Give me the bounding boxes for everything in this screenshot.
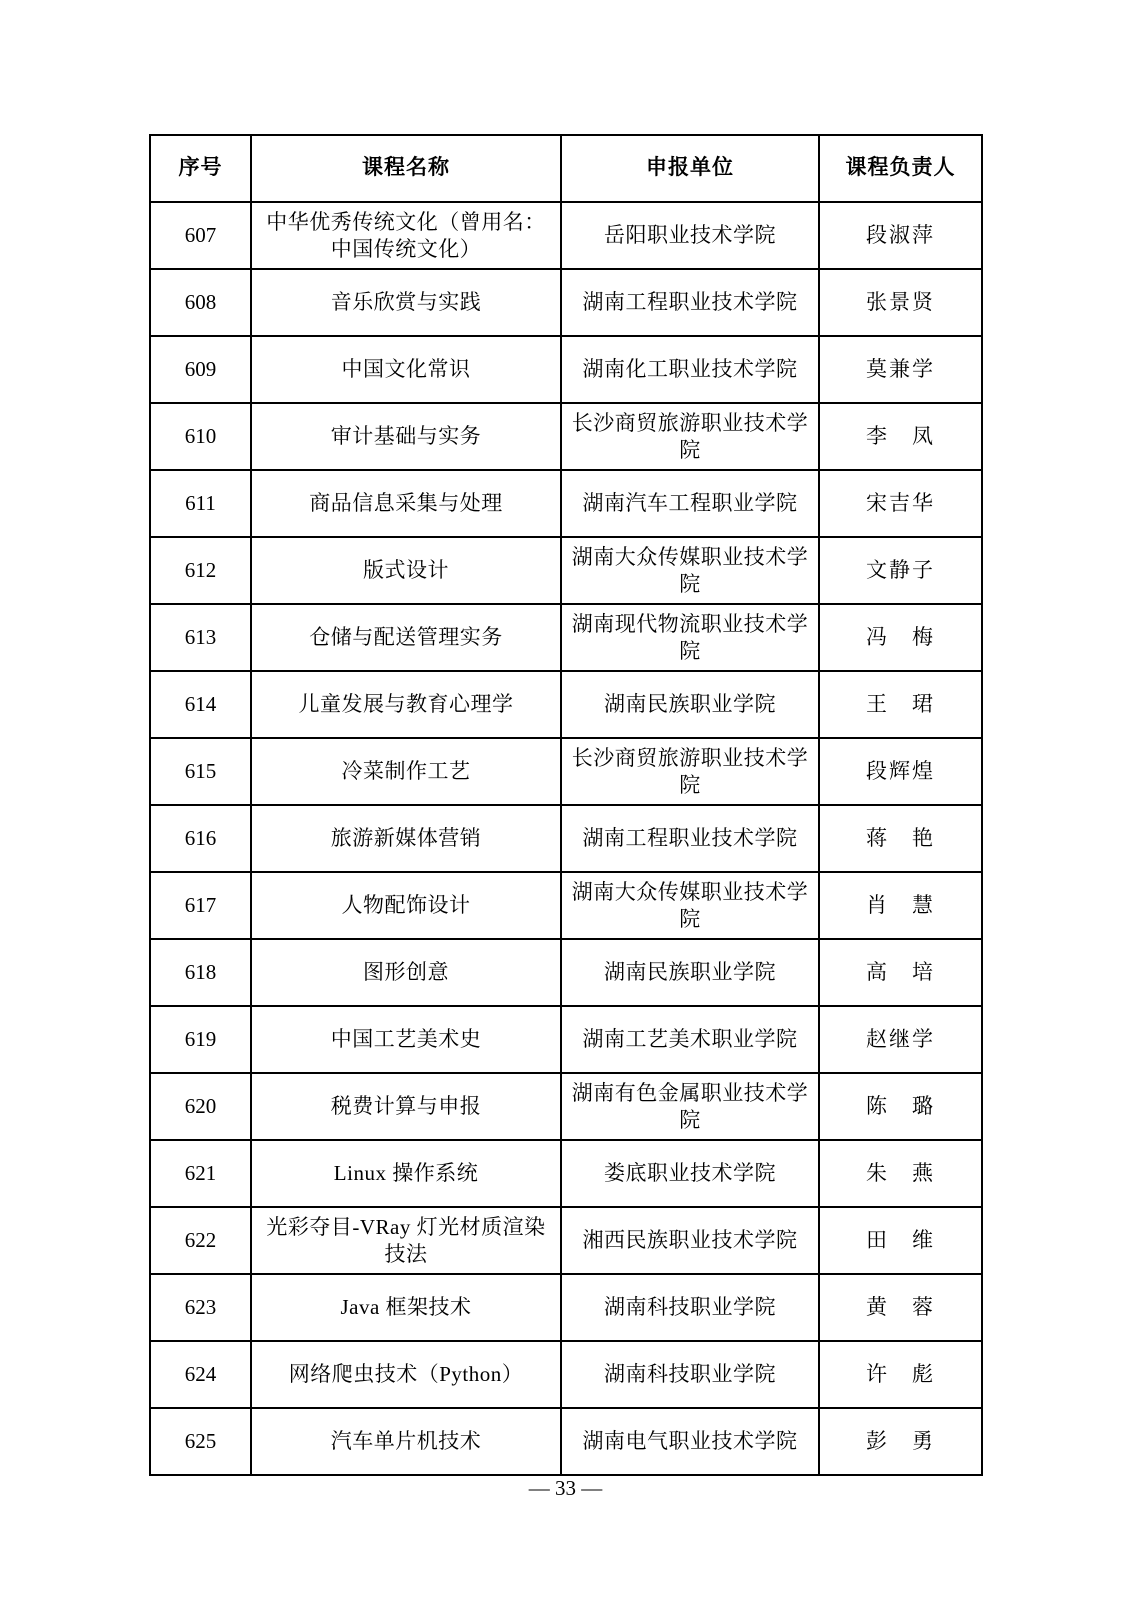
- cell-course-name: 汽车单片机技术: [251, 1408, 561, 1475]
- cell-course-name: 网络爬虫技术（Python）: [251, 1341, 561, 1408]
- cell-person-name: 黄 蓉: [819, 1274, 982, 1341]
- cell-serial-number: 625: [150, 1408, 251, 1475]
- cell-unit-name: 湖南工程职业技术学院: [561, 805, 819, 872]
- table-row: [150, 1274, 982, 1341]
- table-row: [150, 1341, 982, 1408]
- cell-unit-name: 湖南大众传媒职业技术学院: [561, 872, 819, 939]
- table-row: [150, 470, 982, 537]
- table-row: [150, 202, 982, 269]
- cell-course-name: 旅游新媒体营销: [251, 805, 561, 872]
- cell-course-name: 中国文化常识: [251, 336, 561, 403]
- cell-serial-number: 610: [150, 403, 251, 470]
- cell-serial-number: 616: [150, 805, 251, 872]
- cell-serial-number: 609: [150, 336, 251, 403]
- cell-serial-number: 624: [150, 1341, 251, 1408]
- cell-person-name: 莫兼学: [819, 336, 982, 403]
- cell-person-name: 肖 慧: [819, 872, 982, 939]
- table-row: [150, 1006, 982, 1073]
- table-row: [150, 1207, 982, 1274]
- cell-person-name: 王 珺: [819, 671, 982, 738]
- cell-unit-name: 湖南工艺美术职业学院: [561, 1006, 819, 1073]
- table-row: [150, 269, 982, 336]
- cell-unit-name: 湖南科技职业学院: [561, 1274, 819, 1341]
- cell-unit-name: 湘西民族职业技术学院: [561, 1207, 819, 1274]
- cell-serial-number: 607: [150, 202, 251, 269]
- table-row: [150, 537, 982, 604]
- cell-person-name: 许 彪: [819, 1341, 982, 1408]
- cell-serial-number: 608: [150, 269, 251, 336]
- table-row: [150, 738, 982, 805]
- cell-course-name: 音乐欣赏与实践: [251, 269, 561, 336]
- cell-course-name: 光彩夺目-VRay 灯光材质渲染技法: [251, 1207, 561, 1274]
- cell-course-name: 审计基础与实务: [251, 403, 561, 470]
- cell-unit-name: 湖南科技职业学院: [561, 1341, 819, 1408]
- cell-course-name: 版式设计: [251, 537, 561, 604]
- table-row: [150, 805, 982, 872]
- cell-serial-number: 622: [150, 1207, 251, 1274]
- cell-serial-number: 619: [150, 1006, 251, 1073]
- cell-course-name: 儿童发展与教育心理学: [251, 671, 561, 738]
- cell-unit-name: 湖南有色金属职业技术学院: [561, 1073, 819, 1140]
- table-row: [150, 1408, 982, 1475]
- cell-person-name: 冯 梅: [819, 604, 982, 671]
- cell-unit-name: 湖南汽车工程职业学院: [561, 470, 819, 537]
- cell-course-name: Java 框架技术: [251, 1274, 561, 1341]
- cell-person-name: 段辉煌: [819, 738, 982, 805]
- cell-serial-number: 612: [150, 537, 251, 604]
- table-row: [150, 403, 982, 470]
- cell-serial-number: 618: [150, 939, 251, 1006]
- table-row: [150, 336, 982, 403]
- cell-person-name: 赵继学: [819, 1006, 982, 1073]
- cell-person-name: 朱 燕: [819, 1140, 982, 1207]
- cell-course-name: 图形创意: [251, 939, 561, 1006]
- courses-table: [149, 134, 983, 1476]
- cell-person-name: 李 凤: [819, 403, 982, 470]
- header-cell-unit: 申报单位: [561, 135, 819, 202]
- cell-person-name: 高 培: [819, 939, 982, 1006]
- cell-unit-name: 长沙商贸旅游职业技术学院: [561, 738, 819, 805]
- cell-unit-name: 湖南现代物流职业技术学院: [561, 604, 819, 671]
- cell-course-name: 中国工艺美术史: [251, 1006, 561, 1073]
- cell-course-name: 仓储与配送管理实务: [251, 604, 561, 671]
- cell-serial-number: 615: [150, 738, 251, 805]
- cell-person-name: 田 维: [819, 1207, 982, 1274]
- cell-serial-number: 620: [150, 1073, 251, 1140]
- cell-person-name: 陈 璐: [819, 1073, 982, 1140]
- cell-unit-name: 岳阳职业技术学院: [561, 202, 819, 269]
- header-cell-course: 课程名称: [251, 135, 561, 202]
- cell-person-name: 宋吉华: [819, 470, 982, 537]
- cell-course-name: 冷菜制作工艺: [251, 738, 561, 805]
- cell-unit-name: 湖南化工职业技术学院: [561, 336, 819, 403]
- cell-serial-number: 621: [150, 1140, 251, 1207]
- cell-unit-name: 娄底职业技术学院: [561, 1140, 819, 1207]
- cell-person-name: 蒋 艳: [819, 805, 982, 872]
- table-row: [150, 1073, 982, 1140]
- table-row: [150, 604, 982, 671]
- table-row: [150, 939, 982, 1006]
- cell-course-name: 人物配饰设计: [251, 872, 561, 939]
- table-row: [150, 1140, 982, 1207]
- page-number: — 33 —: [528, 1476, 603, 1500]
- table-body: [150, 202, 982, 1475]
- cell-course-name: 税费计算与申报: [251, 1073, 561, 1140]
- cell-serial-number: 611: [150, 470, 251, 537]
- table-header-row: [150, 135, 982, 202]
- cell-person-name: 彭 勇: [819, 1408, 982, 1475]
- cell-person-name: 文静子: [819, 537, 982, 604]
- cell-serial-number: 617: [150, 872, 251, 939]
- cell-serial-number: 614: [150, 671, 251, 738]
- table-row: [150, 872, 982, 939]
- cell-person-name: 段淑萍: [819, 202, 982, 269]
- table-row: [150, 671, 982, 738]
- cell-unit-name: 湖南大众传媒职业技术学院: [561, 537, 819, 604]
- cell-course-name: 商品信息采集与处理: [251, 470, 561, 537]
- cell-unit-name: 湖南电气职业技术学院: [561, 1408, 819, 1475]
- cell-unit-name: 湖南民族职业学院: [561, 939, 819, 1006]
- cell-unit-name: 湖南民族职业学院: [561, 671, 819, 738]
- header-cell-serial: 序号: [150, 135, 251, 202]
- cell-serial-number: 623: [150, 1274, 251, 1341]
- cell-course-name: Linux 操作系统: [251, 1140, 561, 1207]
- cell-course-name: 中华优秀传统文化（曾用名：中国传统文化）: [251, 202, 561, 269]
- cell-unit-name: 湖南工程职业技术学院: [561, 269, 819, 336]
- cell-unit-name: 长沙商贸旅游职业技术学院: [561, 403, 819, 470]
- cell-serial-number: 613: [150, 604, 251, 671]
- cell-person-name: 张景贤: [819, 269, 982, 336]
- header-cell-person: 课程负责人: [819, 135, 982, 202]
